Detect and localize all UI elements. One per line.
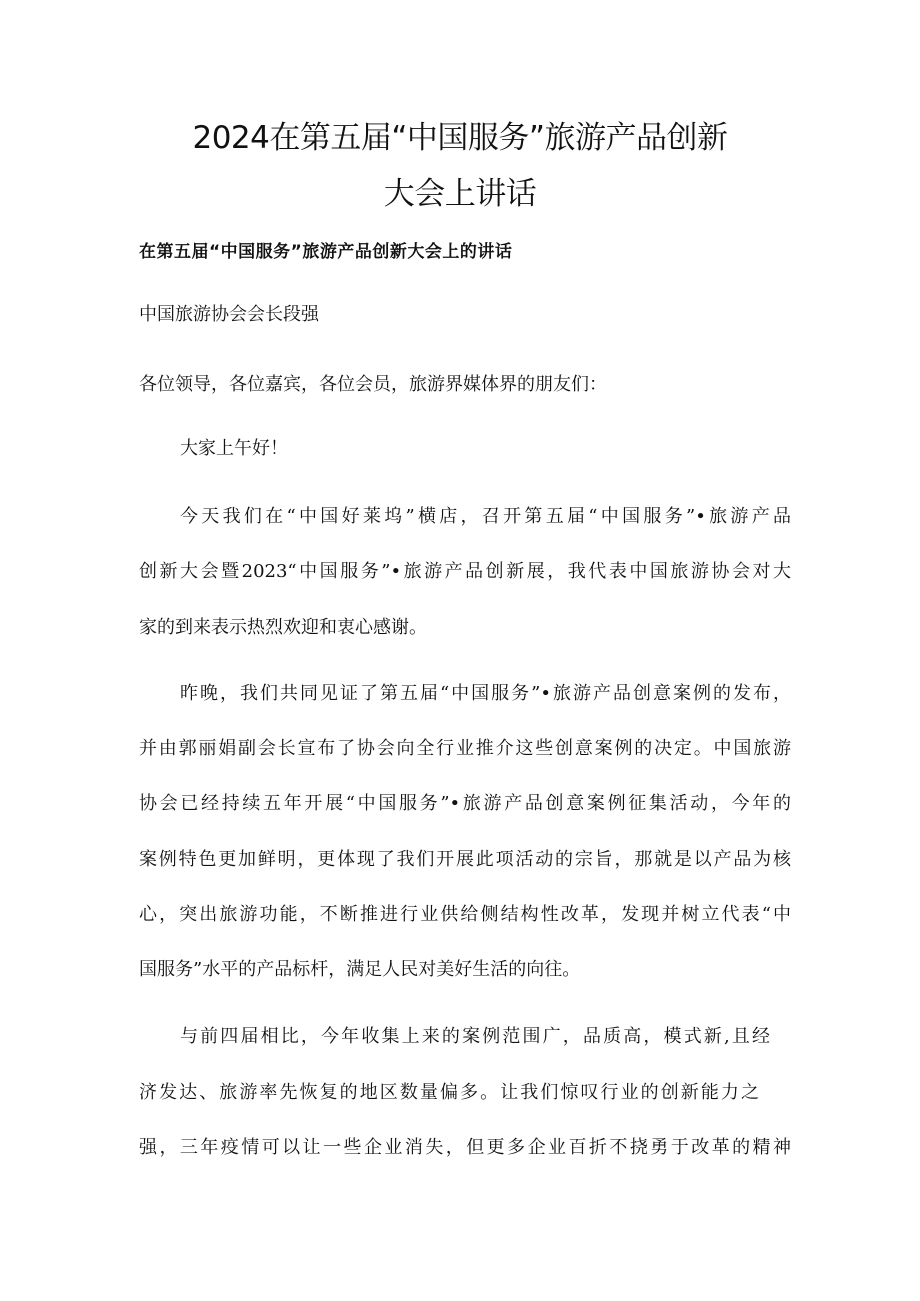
paragraph-1-line: 今天我们在“中国好莱坞”横店，召开第五届“中国服务”•旅游产品 [180, 506, 791, 527]
paragraph-2-line: 并由郭丽娟副会长宣布了协会向全行业推介这些创意案例的决定。中国旅游 [139, 738, 791, 759]
paragraph-2-line: 昨晚，我们共同见证了第五届“中国服务”•旅游产品创意案例的发布， [180, 683, 791, 704]
speech-salutation: 各位领导，各位嘉宾，各位会员，旅游界媒体界的朋友们： [139, 374, 607, 395]
paragraph-3-line: 济发达、旅游率先恢复的地区数量偏多。让我们惊叹行业的创新能力之 [139, 1082, 759, 1103]
paragraph-1-line: 家的到来表示热烈欢迎和衷心感谢。 [139, 617, 427, 638]
speech-author: 中国旅游协会会长段强 [139, 304, 319, 325]
document-title-line-1: 2024在第五届“中国服务”旅游产品创新 [192, 120, 728, 156]
paragraph-2-line: 心，突出旅游功能，不断推进行业供给侧结构性改革，发现并树立代表“中 [139, 904, 791, 925]
paragraph-2-line: 案例特色更加鲜明，更体现了我们开展此项活动的宗旨，那就是以产品为核 [139, 849, 791, 870]
speech-greeting: 大家上午好！ [180, 438, 288, 459]
document-title-line-2: 大会上讲话 [383, 176, 537, 212]
paragraph-3-line: 与前四届相比，今年收集上来的案例范围广，品质高，模式新,且经 [180, 1026, 770, 1047]
paragraph-2-line: 协会已经持续五年开展“中国服务”•旅游产品创意案例征集活动，今年的 [139, 793, 791, 814]
paragraph-3-line: 强，三年疫情可以让一些企业消失，但更多企业百折不挠勇于改革的精神 [139, 1137, 791, 1158]
paragraph-1-line: 创新大会暨2023“中国服务”•旅游产品创新展，我代表中国旅游协会对大 [139, 561, 791, 582]
paragraph-2-line: 国服务”水平的产品标杆，满足人民对美好生活的向往。 [139, 959, 581, 980]
speech-subtitle: 在第五届“中国服务”旅游产品创新大会上的讲话 [139, 242, 513, 262]
